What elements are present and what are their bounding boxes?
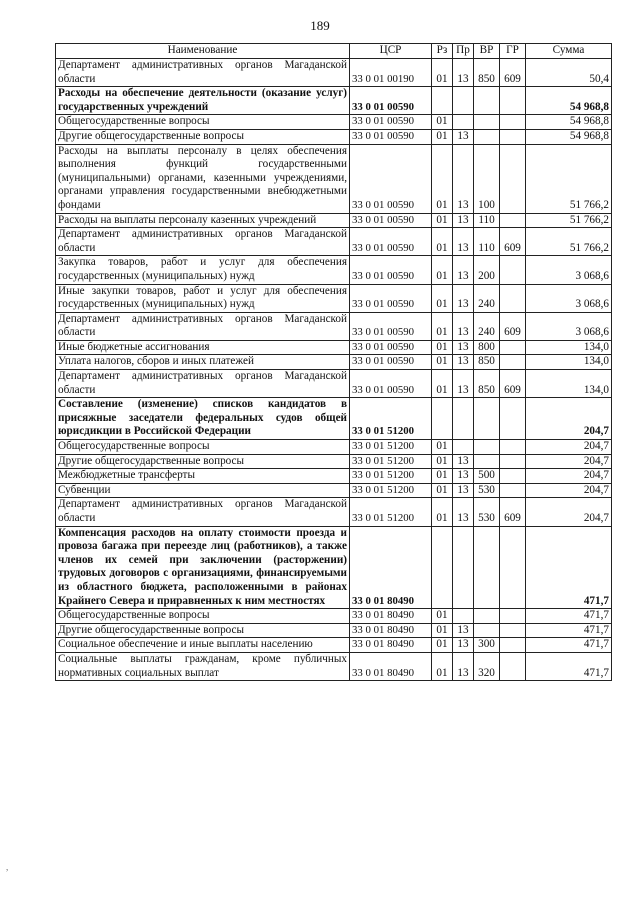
table-header-row — [56, 44, 612, 59]
row-pr: 13 — [453, 213, 474, 228]
row-rz: 01 — [432, 440, 453, 455]
table-row — [56, 115, 612, 130]
row-gr — [500, 398, 526, 440]
row-csr: 33 0 01 51200 — [350, 398, 432, 440]
row-pr — [453, 526, 474, 609]
row-vr: 240 — [474, 284, 500, 312]
row-vr: 800 — [474, 340, 500, 355]
header-csr: ЦСР — [350, 44, 432, 59]
row-name: Департамент административных органов Магаданской области — [56, 59, 350, 87]
table-row — [56, 228, 612, 256]
row-csr: 33 0 01 51200 — [350, 483, 432, 498]
header-name: Наименование — [56, 44, 350, 59]
row-gr — [500, 638, 526, 653]
table-row — [56, 59, 612, 87]
row-rz: 01 — [432, 469, 453, 484]
row-vr — [474, 526, 500, 609]
row-rz: 01 — [432, 129, 453, 144]
header-sum: Сумма — [526, 44, 612, 59]
row-sum: 471,7 — [526, 526, 612, 609]
row-name: Департамент административных органов Магаданской области — [56, 228, 350, 256]
row-rz: 01 — [432, 483, 453, 498]
row-pr — [453, 115, 474, 130]
row-name: Общегосударственные вопросы — [56, 609, 350, 624]
row-csr: 33 0 01 00590 — [350, 144, 432, 213]
row-rz: 01 — [432, 609, 453, 624]
row-gr — [500, 284, 526, 312]
header-vr: ВР — [474, 44, 500, 59]
budget-table — [55, 43, 612, 681]
row-sum: 471,7 — [526, 623, 612, 638]
row-name: Департамент административных органов Магаданской области — [56, 498, 350, 526]
row-pr: 13 — [453, 256, 474, 284]
table-row — [56, 312, 612, 340]
row-rz: 01 — [432, 213, 453, 228]
table-row — [56, 623, 612, 638]
row-csr: 33 0 01 80490 — [350, 526, 432, 609]
table-row — [56, 355, 612, 370]
row-gr — [500, 256, 526, 284]
row-gr — [500, 144, 526, 213]
row-gr — [500, 340, 526, 355]
row-pr: 13 — [453, 59, 474, 87]
row-csr: 33 0 01 51200 — [350, 454, 432, 469]
row-rz: 01 — [432, 312, 453, 340]
row-name: Расходы на выплаты персоналу казенных учреждений — [56, 213, 350, 228]
table-row — [56, 256, 612, 284]
row-name: Иные закупки товаров, работ и услуг для обеспечения государственных (муниципальных) нужд — [56, 284, 350, 312]
row-vr: 530 — [474, 483, 500, 498]
row-name: Департамент административных органов Магаданской области — [56, 370, 350, 398]
row-vr — [474, 87, 500, 115]
row-csr: 33 0 01 00590 — [350, 213, 432, 228]
row-pr: 13 — [453, 228, 474, 256]
row-sum: 134,0 — [526, 340, 612, 355]
table-row — [56, 638, 612, 653]
row-sum: 54 968,8 — [526, 129, 612, 144]
row-pr: 13 — [453, 623, 474, 638]
row-csr: 33 0 01 00590 — [350, 228, 432, 256]
row-pr: 13 — [453, 284, 474, 312]
row-csr: 33 0 01 00590 — [350, 87, 432, 115]
row-gr — [500, 213, 526, 228]
row-csr: 33 0 01 80490 — [350, 609, 432, 624]
row-vr — [474, 398, 500, 440]
row-gr — [500, 87, 526, 115]
row-gr — [500, 526, 526, 609]
row-sum: 204,7 — [526, 398, 612, 440]
row-gr — [500, 469, 526, 484]
table-row — [56, 498, 612, 526]
table-row — [56, 454, 612, 469]
row-vr: 300 — [474, 638, 500, 653]
row-pr: 13 — [453, 340, 474, 355]
row-gr: 609 — [500, 228, 526, 256]
row-gr — [500, 483, 526, 498]
row-sum: 471,7 — [526, 652, 612, 680]
row-vr — [474, 609, 500, 624]
table-row — [56, 213, 612, 228]
table-row — [56, 370, 612, 398]
row-vr: 240 — [474, 312, 500, 340]
row-pr: 13 — [453, 483, 474, 498]
row-name: Составление (изменение) списков кандидатов в присяжные заседатели федеральных судов общей юрисдикции в Российской Федерации — [56, 398, 350, 440]
row-vr: 320 — [474, 652, 500, 680]
row-csr: 33 0 01 80490 — [350, 652, 432, 680]
row-sum: 471,7 — [526, 609, 612, 624]
row-rz: 01 — [432, 228, 453, 256]
row-csr: 33 0 01 00590 — [350, 284, 432, 312]
row-csr: 33 0 01 80490 — [350, 638, 432, 653]
row-gr: 609 — [500, 59, 526, 87]
row-rz: 01 — [432, 454, 453, 469]
row-sum: 3 068,6 — [526, 284, 612, 312]
row-name: Закупка товаров, работ и услуг для обеспечения государственных (муниципальных) нужд — [56, 256, 350, 284]
row-sum: 204,7 — [526, 454, 612, 469]
row-pr: 13 — [453, 638, 474, 653]
row-rz: 01 — [432, 256, 453, 284]
header-rz: Рз — [432, 44, 453, 59]
row-sum: 204,7 — [526, 483, 612, 498]
row-csr: 33 0 01 51200 — [350, 498, 432, 526]
table-row — [56, 398, 612, 440]
row-vr — [474, 440, 500, 455]
row-vr — [474, 115, 500, 130]
row-vr — [474, 454, 500, 469]
row-sum: 204,7 — [526, 440, 612, 455]
row-vr — [474, 129, 500, 144]
row-name: Другие общегосударственные вопросы — [56, 454, 350, 469]
row-sum: 50,4 — [526, 59, 612, 87]
row-vr: 110 — [474, 228, 500, 256]
row-sum: 54 968,8 — [526, 87, 612, 115]
row-rz: 01 — [432, 115, 453, 130]
row-sum: 51 766,2 — [526, 213, 612, 228]
row-vr: 850 — [474, 370, 500, 398]
row-pr — [453, 87, 474, 115]
row-sum: 134,0 — [526, 370, 612, 398]
row-gr: 609 — [500, 312, 526, 340]
row-csr: 33 0 01 00590 — [350, 355, 432, 370]
corner-mark: , — [6, 862, 9, 872]
row-name: Расходы на обеспечение деятельности (оказание услуг) государственных учреждений — [56, 87, 350, 115]
row-rz — [432, 526, 453, 609]
table-row — [56, 440, 612, 455]
row-rz: 01 — [432, 59, 453, 87]
header-gr: ГР — [500, 44, 526, 59]
row-name: Департамент административных органов Магаданской области — [56, 312, 350, 340]
row-gr — [500, 115, 526, 130]
row-rz: 01 — [432, 638, 453, 653]
row-vr — [474, 623, 500, 638]
row-csr: 33 0 01 00590 — [350, 129, 432, 144]
row-name: Уплата налогов, сборов и иных платежей — [56, 355, 350, 370]
table-row — [56, 284, 612, 312]
row-sum: 204,7 — [526, 498, 612, 526]
row-rz: 01 — [432, 623, 453, 638]
row-pr: 13 — [453, 129, 474, 144]
page-number: 189 — [310, 18, 330, 33]
row-gr: 609 — [500, 370, 526, 398]
row-rz — [432, 87, 453, 115]
row-rz: 01 — [432, 340, 453, 355]
row-name: Субвенции — [56, 483, 350, 498]
row-vr: 100 — [474, 144, 500, 213]
row-vr: 850 — [474, 59, 500, 87]
row-csr: 33 0 01 00590 — [350, 256, 432, 284]
row-csr: 33 0 01 51200 — [350, 440, 432, 455]
row-vr: 200 — [474, 256, 500, 284]
table-row — [56, 469, 612, 484]
row-sum: 3 068,6 — [526, 312, 612, 340]
row-rz — [432, 398, 453, 440]
header-pr: Пр — [453, 44, 474, 59]
table-row — [56, 483, 612, 498]
row-sum: 51 766,2 — [526, 228, 612, 256]
row-gr — [500, 355, 526, 370]
table-row — [56, 526, 612, 609]
row-name: Социальные выплаты гражданам, кроме публичных нормативных социальных выплат — [56, 652, 350, 680]
table-row — [56, 609, 612, 624]
row-rz: 01 — [432, 498, 453, 526]
row-csr: 33 0 01 00590 — [350, 340, 432, 355]
row-name: Общегосударственные вопросы — [56, 115, 350, 130]
row-name: Компенсация расходов на оплату стоимости проезда и провоза багажа при переезде лиц (работников), а также членов их семей при заключении (расторжении) трудовых договоров с организациями, финансируемыми из областного бюджета, расположенными в районах Крайнего Севера и приравненных к ним местностях — [56, 526, 350, 609]
row-csr: 33 0 01 00190 — [350, 59, 432, 87]
row-sum: 134,0 — [526, 355, 612, 370]
row-pr: 13 — [453, 355, 474, 370]
table-row — [56, 129, 612, 144]
row-rz: 01 — [432, 355, 453, 370]
row-pr — [453, 609, 474, 624]
row-name: Социальное обеспечение и иные выплаты населению — [56, 638, 350, 653]
table-row — [56, 340, 612, 355]
row-pr: 13 — [453, 652, 474, 680]
row-name: Расходы на выплаты персоналу в целях обеспечения выполнения функций государственными (муниципальными) органами, казенными учреждениями, органами управления государственными внебюджетными фондами — [56, 144, 350, 213]
row-vr: 850 — [474, 355, 500, 370]
row-sum: 51 766,2 — [526, 144, 612, 213]
row-gr — [500, 652, 526, 680]
row-gr — [500, 440, 526, 455]
table-row — [56, 652, 612, 680]
row-csr: 33 0 01 00590 — [350, 115, 432, 130]
row-sum: 54 968,8 — [526, 115, 612, 130]
row-rz: 01 — [432, 652, 453, 680]
row-vr: 500 — [474, 469, 500, 484]
row-name: Другие общегосударственные вопросы — [56, 129, 350, 144]
row-csr: 33 0 01 51200 — [350, 469, 432, 484]
row-sum: 204,7 — [526, 469, 612, 484]
row-gr — [500, 129, 526, 144]
row-pr: 13 — [453, 498, 474, 526]
row-gr — [500, 609, 526, 624]
row-vr: 110 — [474, 213, 500, 228]
table-row — [56, 87, 612, 115]
row-csr: 33 0 01 00590 — [350, 312, 432, 340]
row-gr — [500, 454, 526, 469]
row-csr: 33 0 01 00590 — [350, 370, 432, 398]
row-name: Общегосударственные вопросы — [56, 440, 350, 455]
row-pr: 13 — [453, 469, 474, 484]
row-gr — [500, 623, 526, 638]
row-csr: 33 0 01 80490 — [350, 623, 432, 638]
row-name: Межбюджетные трансферты — [56, 469, 350, 484]
row-rz: 01 — [432, 144, 453, 213]
row-pr: 13 — [453, 370, 474, 398]
row-name: Иные бюджетные ассигнования — [56, 340, 350, 355]
row-pr: 13 — [453, 312, 474, 340]
table-row — [56, 144, 612, 213]
row-rz: 01 — [432, 284, 453, 312]
row-name: Другие общегосударственные вопросы — [56, 623, 350, 638]
row-pr: 13 — [453, 454, 474, 469]
row-sum: 471,7 — [526, 638, 612, 653]
row-pr — [453, 440, 474, 455]
row-sum: 3 068,6 — [526, 256, 612, 284]
row-pr: 13 — [453, 144, 474, 213]
row-rz: 01 — [432, 370, 453, 398]
row-vr: 530 — [474, 498, 500, 526]
row-gr: 609 — [500, 498, 526, 526]
row-pr — [453, 398, 474, 440]
